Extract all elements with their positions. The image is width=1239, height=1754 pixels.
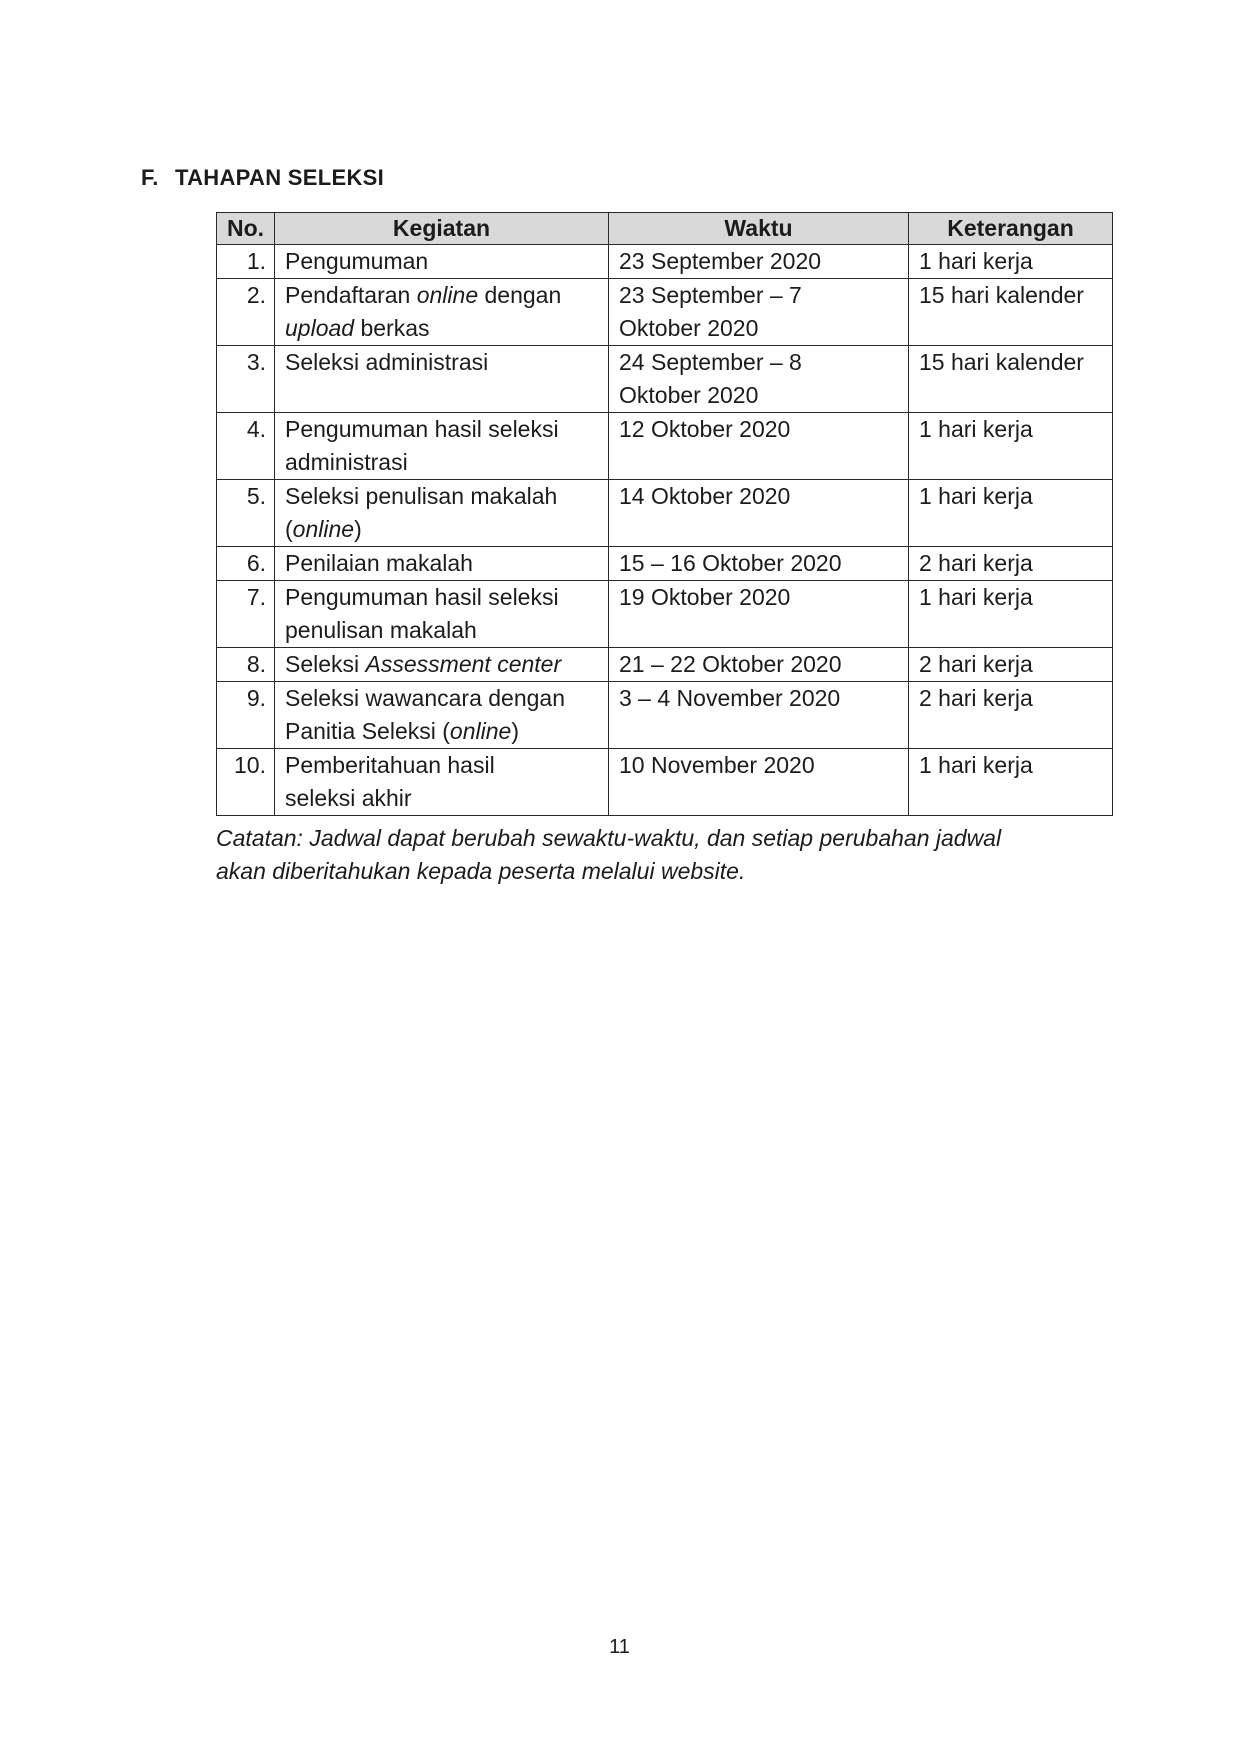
text-line: Oktober 2020 <box>619 315 759 341</box>
row-waktu: 15 – 16 Oktober 2020 <box>609 547 909 581</box>
schedule-note <box>216 822 1116 888</box>
row-waktu: 23 September 2020 <box>609 245 909 279</box>
row-kegiatan: Seleksi administrasi <box>275 346 609 413</box>
row-waktu: 21 – 22 Oktober 2020 <box>609 648 909 682</box>
text-line: administrasi <box>285 449 408 475</box>
table-row <box>217 547 1113 581</box>
row-waktu <box>609 346 909 413</box>
text-segment-italic: online <box>292 516 355 542</box>
text-segment: Seleksi wawancara dengan <box>285 685 566 711</box>
text-line: seleksi akhir <box>285 785 412 811</box>
row-waktu: 12 Oktober 2020 <box>609 413 909 480</box>
row-no: 9. <box>217 682 275 749</box>
text-line: Pemberitahuan hasil <box>285 752 495 778</box>
note-line-1: Catatan: Jadwal dapat berubah sewaktu-waktu, dan setiap perubahan jadwal <box>216 825 1002 851</box>
row-keterangan: 2 hari kerja <box>909 648 1113 682</box>
text-segment: berkas <box>354 315 430 341</box>
row-no: 2. <box>217 279 275 346</box>
row-keterangan: 1 hari kerja <box>909 749 1113 816</box>
row-keterangan: 2 hari kerja <box>909 682 1113 749</box>
row-keterangan: 2 hari kerja <box>909 547 1113 581</box>
row-no: 6. <box>217 547 275 581</box>
row-keterangan: 1 hari kerja <box>909 581 1113 648</box>
text-segment-italic: online <box>416 282 479 308</box>
text-segment: Pendaftaran <box>285 282 417 308</box>
text-segment: ) <box>511 718 519 744</box>
row-keterangan: 1 hari kerja <box>909 245 1113 279</box>
text-line: Pengumuman hasil seleksi <box>285 584 559 610</box>
row-keterangan: 1 hari kerja <box>909 480 1113 547</box>
text-segment-italic: Assessment center <box>365 651 562 677</box>
row-kegiatan <box>275 279 609 346</box>
text-segment: ) <box>354 516 362 542</box>
row-waktu: 14 Oktober 2020 <box>609 480 909 547</box>
row-no: 7. <box>217 581 275 648</box>
row-waktu: 19 Oktober 2020 <box>609 581 909 648</box>
row-kegiatan <box>275 682 609 749</box>
row-waktu <box>609 279 909 346</box>
text-segment-italic: online <box>449 718 512 744</box>
table-row <box>217 245 1113 279</box>
row-keterangan: 1 hari kerja <box>909 413 1113 480</box>
table-row <box>217 581 1113 648</box>
row-kegiatan <box>275 413 609 480</box>
text-segment-italic: upload <box>285 315 355 341</box>
text-segment: Seleksi penulisan makalah <box>285 483 558 509</box>
table-row <box>217 346 1113 413</box>
header-waktu: Waktu <box>609 213 909 245</box>
text-line: Oktober 2020 <box>619 382 759 408</box>
schedule-table <box>216 212 1113 816</box>
text-line: Pengumuman hasil seleksi <box>285 416 559 442</box>
row-kegiatan <box>275 581 609 648</box>
row-no: 4. <box>217 413 275 480</box>
row-no: 3. <box>217 346 275 413</box>
table-row <box>217 279 1113 346</box>
text-line: penulisan makalah <box>285 617 477 643</box>
table-row <box>217 682 1113 749</box>
text-segment: Seleksi <box>285 651 366 677</box>
row-keterangan: 15 hari kalender <box>909 279 1113 346</box>
row-waktu: 10 November 2020 <box>609 749 909 816</box>
text-line: 23 September – 7 <box>619 282 802 308</box>
row-kegiatan <box>275 749 609 816</box>
row-kegiatan <box>275 648 609 682</box>
header-kegiatan: Kegiatan <box>275 213 609 245</box>
section-title: TAHAPAN SELEKSI <box>175 165 385 190</box>
row-no: 5. <box>217 480 275 547</box>
table-row <box>217 749 1113 816</box>
note-line-2: akan diberitahukan kepada peserta melalui website. <box>216 858 746 884</box>
row-kegiatan: Penilaian makalah <box>275 547 609 581</box>
row-no: 1. <box>217 245 275 279</box>
table-row <box>217 480 1113 547</box>
row-keterangan: 15 hari kalender <box>909 346 1113 413</box>
row-kegiatan: Pengumuman <box>275 245 609 279</box>
row-kegiatan <box>275 480 609 547</box>
table-row <box>217 413 1113 480</box>
row-waktu: 3 – 4 November 2020 <box>609 682 909 749</box>
text-line: 24 September – 8 <box>619 349 802 375</box>
text-segment: Panitia Seleksi ( <box>285 718 450 744</box>
section-heading <box>141 165 384 191</box>
header-keterangan: Keterangan <box>909 213 1113 245</box>
text-segment: dengan <box>478 282 562 308</box>
row-no: 8. <box>217 648 275 682</box>
row-no: 10. <box>217 749 275 816</box>
section-letter: F. <box>141 165 159 190</box>
text-segment: ( <box>285 516 293 542</box>
table-header-row <box>217 213 1113 245</box>
header-no: No. <box>217 213 275 245</box>
page-number: 11 <box>609 1636 630 1658</box>
table-row <box>217 648 1113 682</box>
